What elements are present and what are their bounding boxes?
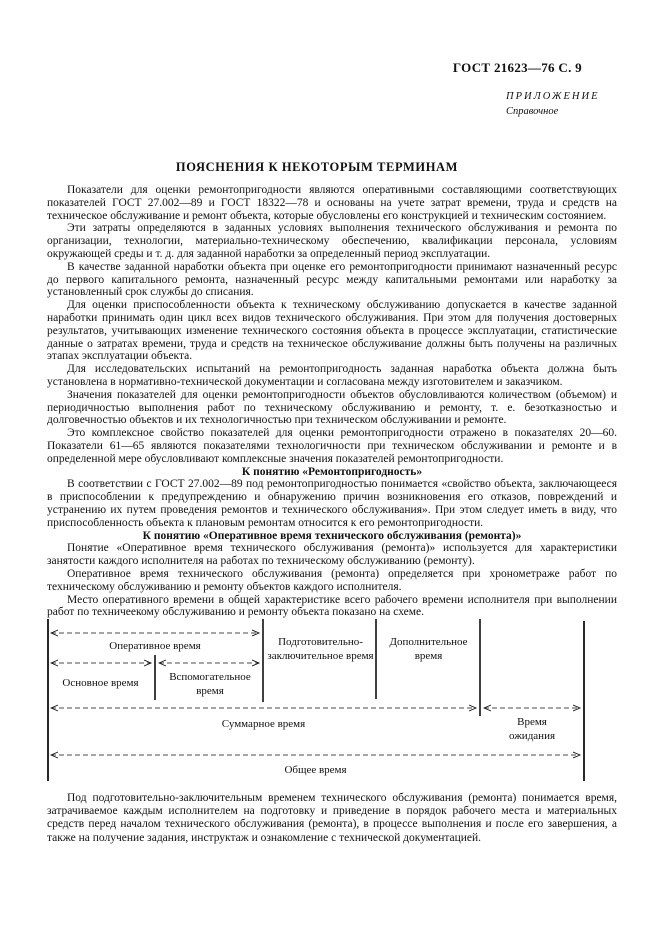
section-paragraph: Место оперативного времени в общей характеристике всего рабочего времени исполнителя при выполнении работ по техничеекому обслуживанию и ремонту объекта показано на схеме.	[47, 593, 617, 619]
total-time-label: Суммарное время	[221, 718, 306, 730]
section-paragraph: Оперативное время технического обслуживания (ремонта) определяется при хронометраже работ по техническому обслуживанию и ремонту объектов каждого исполнителя.	[47, 567, 617, 593]
section-paragraph: Понятие «Оперативное время технического обслуживания (ремонта)» используется для характеристики занятости каждого исполнителя на работах по техническому обслуживанию (ремонту).	[47, 542, 617, 568]
closing-text-block	[47, 792, 617, 845]
auxiliary-time-label: Вспомогательное время	[169, 671, 251, 697]
intro-paragraph: Эти затраты определяются в заданных условиях выполнения технического обслуживания и ремонта по организации, технологии, материально-техническому обеспечению, квалификации персонала, условиям окружающей среды и т. д. для заданной наработки за определенный период эксплуатации.	[47, 222, 617, 260]
intro-paragraph: Это комплексное свойство показателей для оценки ремонтопригодности отражено в показателях 20—60. Показатели 61—65 являются показателями технологичности при техническом обслуживании и ремонте и в определенной мере обусловливают комплексные значения показателей ремонтопригодности.	[47, 427, 617, 465]
waiting-time-label: Время ожидания	[508, 716, 556, 742]
intro-paragraph: В качестве заданной наработки объекта при оценке его ремонтопригодности принимают назначенный ресурс до первого капитального ремонта, назначенный ресурс между капитальными ремонтами или наработку за установленный срок службы до списания.	[47, 260, 617, 299]
annex-label: ПРИЛОЖЕНИЕ	[506, 91, 600, 102]
section-heading-operative-time: К понятию «Оперативное время технического обслуживания (ремонта)»	[142, 529, 522, 542]
time-structure-diagram	[47, 618, 585, 785]
doc-number-header: ГОСТ 21623—76 С. 9	[452, 60, 582, 75]
closing-paragraph: Под подготовительно-заключительным временем технического обслуживания (ремонта) понимается время, затрачиваемое каждым исполнителем на подготовку и приведение в порядок рабочего места и материальных средств перед началом технического обслуживания (ремонта), в процессе выполнения и после его завершения, а также на получение задания, инструктаж и ознакомление с технической документацией.	[47, 792, 617, 844]
preparatory-time-label: Подготовительно-заключительное время	[267, 636, 374, 662]
additional-time-label: Дополнительное время	[389, 636, 468, 662]
main-time-label: Основное время	[62, 677, 139, 689]
intro-paragraph: Показатели для оценки ремонтопригодности являются оперативными составляющими соответствующих показателей ГОСТ 27.002—89 и ГОСТ 18322—78 и основаны на учете затрат времени, труда и средств на техническое обслуживание и ремонт объекта, которые обусловлены его конструкцией и техническим состоянием.	[47, 184, 617, 222]
intro-paragraph: Значения показателей для оценки ремонтопригодности объектов обусловливаются количеством (объемом) и периодичностью выполнения работ по техническому обслуживанию и ремонту, т. е. безотказностью и долговечностью объектов и их технологичностью при техническом обслуживании и ремонте.	[47, 388, 617, 427]
section-paragraph: В соответствии с ГОСТ 27.002—89 под ремонтопригодностью понимается «свойство объекта, заключающееся в приспособлении к предупреждению и обнаружению причин возникновения его отказов, повреждений и устранению их путем проведения ремонтов и технического обслуживания». При этом следует иметь в виду, что приспособленность объекта к плановым ремонтам относится к его ремонтопригодности.	[47, 478, 617, 529]
section-heading-repairability: К понятию «Ремонтопригодность»	[241, 465, 423, 478]
annex-type: Справочное	[506, 106, 559, 117]
intro-paragraph: Для исследовательских испытаний на ремонтопригодность заданная наработка объекта должна быть установлена в нормативно-технической документации и согласована между изготовителем и заказчиком.	[47, 363, 617, 388]
operative-time-label: Оперативное время	[109, 640, 201, 652]
page-title: ПОЯСНЕНИЯ К НЕКОТОРЫМ ТЕРМИНАМ	[175, 160, 459, 174]
intro-paragraph: Для оценки приспособленности объекта к техническому обслуживанию допускается в качестве заданной наработки принимать один цикл всех видов технического обслуживания. При этом для получения достоверных результатов, учитывающих изменение технического состояния объекта в процессе эксплуатации, статистические данные о затратах времени, труда и средств на техническое обслуживание должны быть получены на различных этапах эксплуатации объекта.	[47, 299, 617, 363]
overall-time-label: Общее время	[284, 764, 347, 776]
body-text-block	[47, 184, 617, 619]
